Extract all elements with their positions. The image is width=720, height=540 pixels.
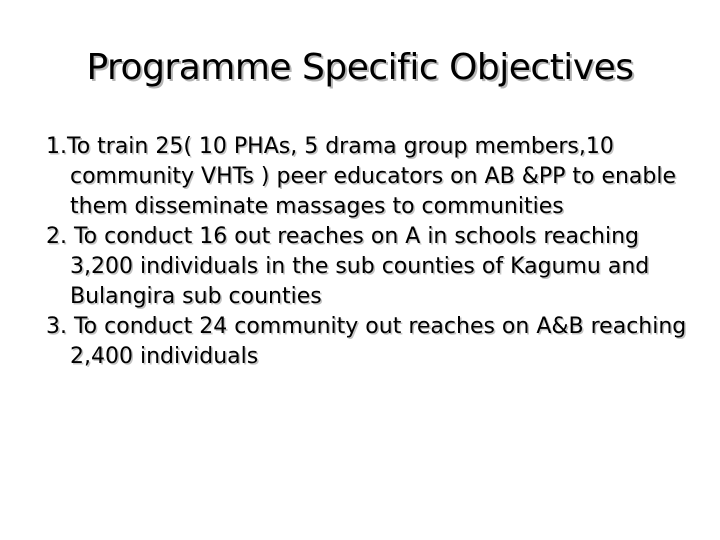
objectives-list (46, 132, 696, 372)
objective-item: 1.To train 25( 10 PHAs, 5 drama group members,10 community VHTs ) peer educators on AB &PP to enable them disseminate massages to communities (46, 134, 677, 219)
objective-item: 3. To conduct 24 community out reaches on A&B reaching 2,400 individuals (46, 314, 687, 369)
slide-title: Programme Specific Objectives (86, 47, 634, 88)
objective-item: 2. To conduct 16 out reaches on A in schools reaching 3,200 individuals in the sub counties of Kagumu and Bulangira sub counties (46, 224, 650, 309)
